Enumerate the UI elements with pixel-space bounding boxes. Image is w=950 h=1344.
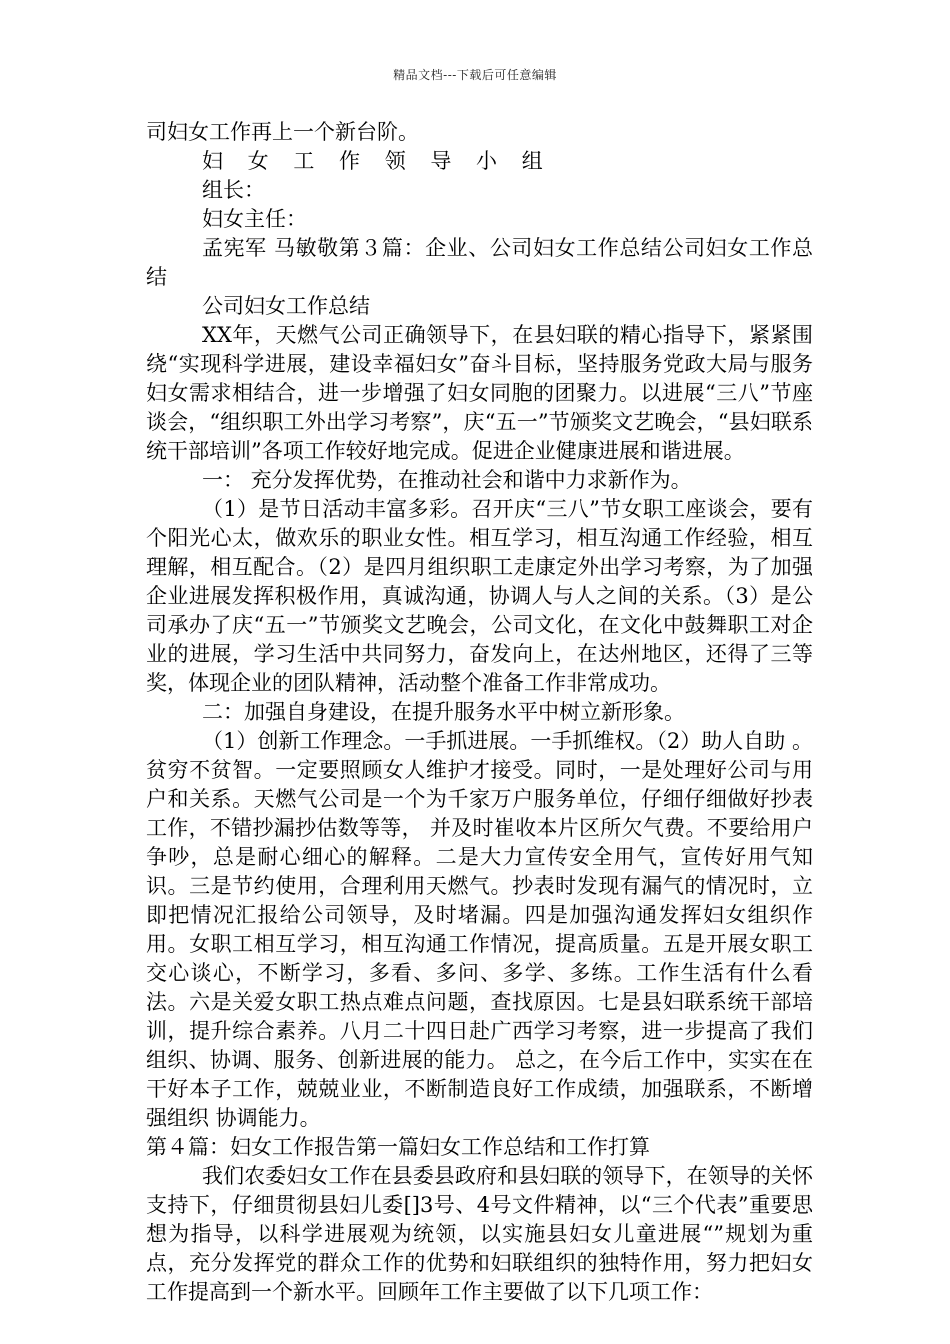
paragraph-section-4: 我们农委妇女工作在县委县政府和县妇联的领导下，在领导的关怀支持下，仔细贯彻县妇儿委[]3号、4号文件精神，以“三个代表”重要思想为指导，以科学进展观为统领，以实施县妇女儿童进展“”规划为重点，充分发挥党的群众工作的优势和妇联组织的独特作用，努力把妇女工作提高到一个新水平。回顾年工作主要做了以下几项工作： <box>146 1164 813 1304</box>
group-title: 妇 女 工 作 领 导 小 组 <box>202 149 552 173</box>
names-and-section-3-title: 孟宪军 马敏敬第３篇：企业、公司妇女工作总结公司妇女工作总结 <box>146 236 813 289</box>
section-3-subtitle: 公司妇女工作总结 <box>202 294 370 318</box>
heading-part-2: 二：加强自身建设，在提升服务水平中树立新形象。 <box>202 700 685 724</box>
women-director-label: 妇女主任： <box>202 207 307 231</box>
paragraph-part-1: （1）是节日活动丰富多彩。召开庆“三八”节女职工座谈会，要有个阳光心太，做欢乐的职业女性。相互学习，相互沟通工作经验，相互理解，相互配合。（2）是四月组织职工走康定外出学习考察，为了加强企业进展发挥积极作用，真诚沟通，协调人与人之间的关系。（3）是公司承办了庆“五一”节颁奖文艺晚会，公司文化，在文化中鼓舞职工对企业的进展，学习生活中共同努力，奋发向上，在达州地区，还得了三等奖，体现企业的团队精神，活动整个准备工作非常成功。 <box>146 497 813 695</box>
section-4-title: 第４篇：妇女工作报告第一篇妇女工作总结和工作打算 <box>146 1135 650 1159</box>
heading-part-1: 一： 充分发挥优势，在推动社会和谐中力求新作为。 <box>202 468 692 492</box>
group-leader-label: 组长： <box>202 178 265 202</box>
paragraph-intro: XX年，天燃气公司正确领导下，在县妇联的精心指导下，紧紧围绕“实现科学进展，建设幸福妇女”奋斗目标，坚持服务党政大局与服务妇女需求相结合，进一步增强了妇女同胞的团聚力。以进展“三八”节座谈会，“组织职工外出学习考察”，庆“五一”节颁奖文艺晚会，“县妇联系统干部培训”各项工作较好地完成。促进企业健康进展和谐进展。 <box>146 323 813 463</box>
paragraph-part-2: （1）创新工作理念。一手抓进展。一手抓维权。（2）助人自助 。贫穷不贫智。一定要照顾女人维护才接受。同时，一是处理好公司与用户和关系。天燃气公司是一个为千家万户服务单位，仔细仔细做好抄表工作，不错抄漏抄估数等等， 并及时崔收本片区所欠气费。不要给用户争吵，总是耐心细心的解释。二是大力宣传安全用气，宣传好用气知识。三是节约使用，合理利用天燃气。抄表时发现有漏气的情况时，立即把情况汇报给公司领导，及时堵漏。四是加强沟通发挥妇女组织作用。女职工相互学习，相互沟通工作情况，提高质量。五是开展女职工交心谈心，不断学习，多看、多问、多学、多练。工作生活有什么看法。六是关爱女职工热点难点问题，查找原因。七是县妇联系统干部培训，提升综合素养。八月二十四日赴广西学习考察，进一步提高了我们组织、协调、服务、创新进展的能力。 总之，在今后工作中，实实在在干好本子工作，兢兢业业，不断制造良好工作成绩，加强联系，不断增强组织 协调能力。 <box>146 729 813 1130</box>
page-header: 精品文档---下载后可任意编辑 <box>393 68 557 82</box>
paragraph-continuation: 司妇女工作再上一个新台阶。 <box>146 120 419 144</box>
document-body <box>146 118 813 1307</box>
